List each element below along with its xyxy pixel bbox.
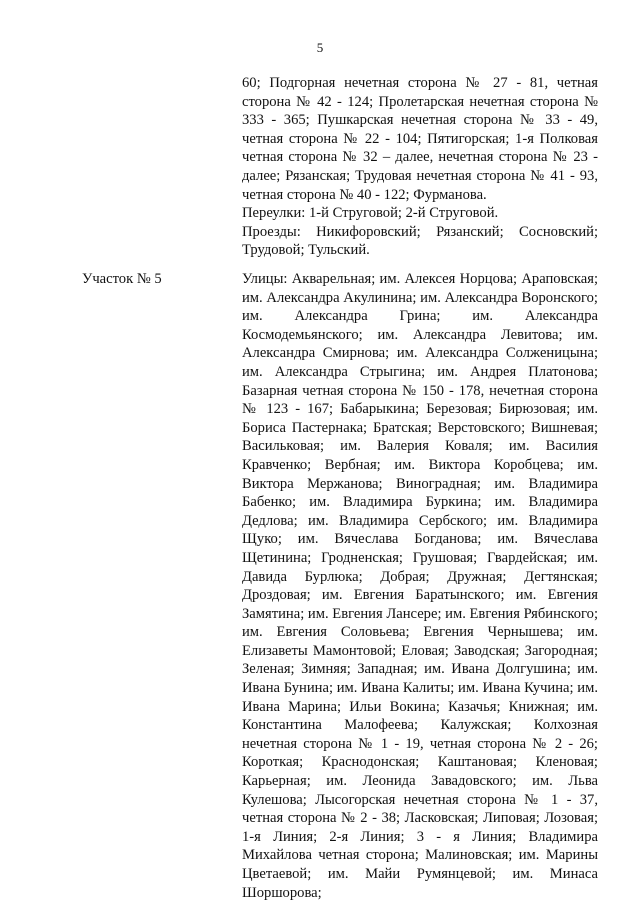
section-streets-paragraph: Улицы: Акварельная; им. Алексея Норцова; Араповская; им. Александра Акулинина; им. Александра Воронского; им. Александра Грина; им. Александра Космодемьянского; им. Александра Левитова; им. Александра Смирнова; им. Александра Солженицына; им. Александра Стрыгина; им. Андрея Платонова; Базарная четная сторона № 150 - 178, нечетная сторона № 123 - 167; Бабарыкина; Березовая; Бирюзовая; им. Бориса Пастернака; Братская; Верстовского; Вишневая; Васильковая; им. Валерия Коваля; им. Василия Кравченко; Вербная; им. Виктора Коробцева; им. Виктора Мержанова; Виноградная; им. Владимира Бабенко; им. Владимира Буркина; им. Владимира Дедлова; им. Владимира Сербского; им. Владимира Щуко; им. Вячеслава Богданова; им. Вячеслава Щетинина; Гродненская; Грушовая; Гвардейская; им. Давида Бурлюка; Добрая; Дружная; Дегтянская; Дроздовая; им. Евгения Баратынского; им. Евгения Замятина; им. Евгения Лансере; им. Евгения Рябинского; им. Евгения Соловьева; Евгения Чернышева; им. Елизаветы Мамонтовой; Еловая; Заводская; Загородная; Зеленая; Зимняя; Западная; им. Ивана Долгушина; им. Ивана Бунина; им. Ивана Калиты; им. Ивана Кучина; им. Ивана Марина; Ильи Вокина; Казачья; Книжная; им. Константина Малофеева; Калужская; Колхозная нечетная сторона № 1 - 19, четная сторона № 2 - 26; Короткая; Краснодонская; Каштановая; Кленовая; Карьерная; им. Леонида Завадовского; им. Льва Кулешова; Лысогорская нечетная сторона № 1 - 37, четная сторона № 2 - 38; Ласковская; Липовая; Лозовая; 1-я Линия; 2-я Линия; 3 - я Линия; Владимира Михайлова четная сторона; Малиновская; им. Марины Цветаевой; им. Майи Румянцевой; им. Минаса Шоршорова;: [242, 271, 598, 901]
section-streets-block: [242, 270, 598, 902]
section-label: Участок № 5: [82, 271, 162, 287]
continuation-streets-paragraph: 60; Подгорная нечетная сторона № 27 - 81, четная сторона № 42 - 124; Пролетарская нечетная сторона № 333 - 365; Пушкарская нечетная сторона № 33 - 49, четная сторона № 22 - 104; Пятигорская; 1-я Полковая четная сторона № 32 – далее, нечетная сторона № 23 - далее; Рязанская; Трудовая нечетная сторона № 41 - 93, четная сторона № 40 - 122; Фурманова.: [242, 75, 598, 203]
continuation-passages-paragraph: Проезды: Никифоровский; Рязанский; Сосновский; Трудовой; Тульский.: [242, 223, 598, 259]
continuation-lanes-paragraph: Переулки: 1-й Струговой; 2-й Струговой.: [242, 205, 499, 222]
continuation-block: [242, 74, 598, 260]
page-number: 5: [316, 40, 324, 55]
